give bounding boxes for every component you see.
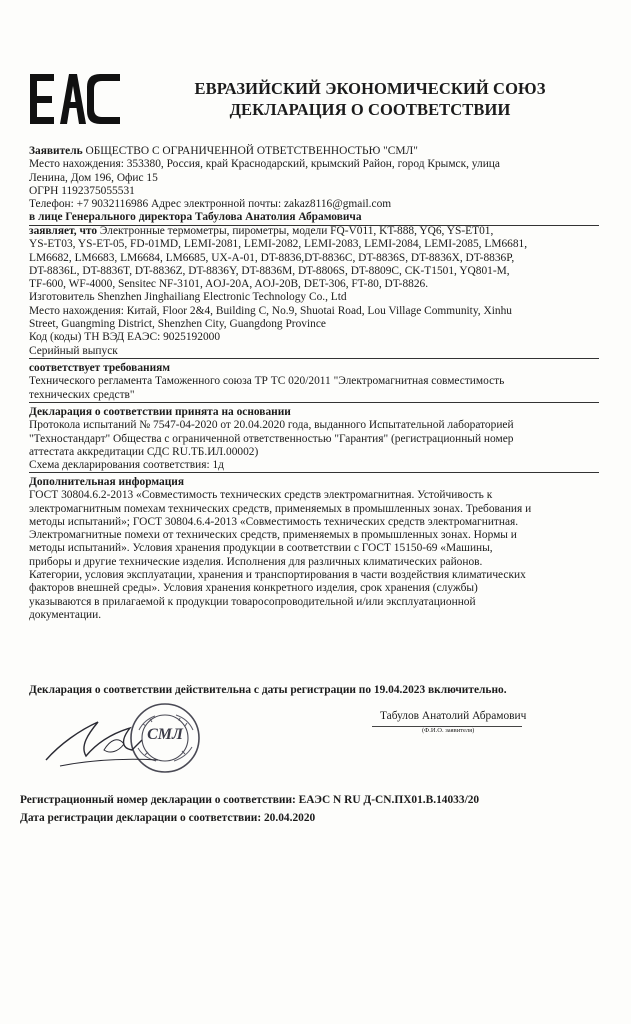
signature-stamp-area bbox=[40, 700, 255, 775]
additional-line-4: Электромагнитные помехи от технических средств, применяемых в промышленных зонах. Нормы и bbox=[29, 529, 517, 542]
signer-caption: (Ф.И.О. заявителя) bbox=[422, 727, 475, 734]
additional-line-8: факторов внешней среды». Условия хранения конкретного изделия, срок хранения (службы) bbox=[29, 582, 478, 595]
requirements-label: соответствует требованиям bbox=[29, 362, 171, 374]
document-header bbox=[160, 78, 580, 120]
requirements-section bbox=[29, 362, 599, 403]
additional-line-1: ГОСТ 30804.6.2-2013 «Совместимость технических средств электромагнитная. Устойчивость к bbox=[29, 489, 493, 502]
header-line-1: ЕВРАЗИЙСКИЙ ЭКОНОМИЧЕСКИЙ СОЮЗ bbox=[194, 79, 546, 98]
eac-logo bbox=[28, 70, 128, 133]
additional-line-6: приборы и другие технические изделия. Исполнения для различных климатических районов. bbox=[29, 555, 483, 568]
additional-line-2: электромагнитным помехам технических средств, применяемых в промышленных зонах. Требования и bbox=[29, 502, 532, 515]
declares-line-2: YS-ET03, YS-ET-05, FD-01MD, LEMI-2081, LEMI-2082, LEMI-2083, LEMI-2084, LEMI-2085, LM6681, bbox=[29, 238, 528, 251]
additional-line-5: методы испытаний». Условия хранения продукции в соответствии с ГОСТ 15150-69 «Машины, bbox=[29, 542, 493, 555]
applicant-director: в лице Генерального директора Табулова Анатолия Абрамовича bbox=[29, 211, 599, 225]
requirements-line-1: Технического регламента Таможенного союза ТР ТС 020/2011 "Электромагнитная совместимость bbox=[29, 375, 505, 388]
additional-info-section bbox=[29, 476, 599, 622]
declares-text-1: Электронные термометры, пирометры, модели FQ-V011, KT-888, YQ6, YS-ET01, bbox=[99, 225, 494, 237]
applicant-label: Заявитель bbox=[29, 145, 83, 157]
additional-line-9: указываются в прилагаемой к продукции товаросопроводительной и/или эксплуатационной bbox=[29, 595, 476, 608]
registration-number: Регистрационный номер декларации о соответствии: ЕАЭС N RU Д-CN.ПХ01.В.14033/20 bbox=[20, 794, 480, 806]
additional-info-label: Дополнительная информация bbox=[29, 476, 185, 488]
manufacturer: Изготовитель Shenzhen Jinghailiang Electronic Technology Co., Ltd bbox=[29, 291, 347, 304]
serial-production: Серийный выпуск bbox=[29, 345, 599, 359]
declares-line-5: TF-600, WF-4000, Sensitec NF-3101, AOJ-20A, AOJ-20B, DET-306, FT-80, DT-8826. bbox=[29, 278, 429, 291]
declares-line-4: DT-8836L, DT-8836T, DT-8836Z, DT-8836Y, DT-8836M, DT-8806S, DT-8809C, CK-T1501, YQ801-M, bbox=[29, 264, 510, 277]
basis-line-3: аттестата аккредитации СДС RU.ТБ.ИЛ.00002) bbox=[29, 445, 259, 458]
declares-section bbox=[29, 225, 599, 359]
stamp-text: СМЛ bbox=[147, 726, 183, 743]
header-line-2: ДЕКЛАРАЦИЯ О СООТВЕТСТВИИ bbox=[229, 100, 511, 119]
applicant-ogrn: ОГРН 1192375055531 bbox=[29, 184, 135, 197]
declaration-scheme: Схема декларирования соответствия: 1д bbox=[29, 459, 599, 473]
declares-line-3: LM6682, LM6683, LM6684, LM6685, UX-A-01, DT-8836,DT-8836C, DT-8836S, DT-8836X, DT-8836P, bbox=[29, 251, 515, 264]
signer-name: Табулов Анатолий Абрамович bbox=[380, 710, 527, 722]
validity-statement: Декларация о соответствии действительна с даты регистрации по 19.04.2023 включительно. bbox=[29, 684, 507, 696]
requirements-line-2: технических средств" bbox=[29, 389, 599, 403]
basis-line-2: "Техностандарт" Общества с ограниченной ответственностью "Гарантия" (регистрационный номер bbox=[29, 432, 514, 445]
basis-label: Декларация о соответствии принята на основании bbox=[29, 406, 291, 418]
additional-line-3: методы испытаний»; ГОСТ 30804.6.4-2013 «Совместимость технических средств электромагнитная. bbox=[29, 515, 519, 528]
declares-line-1 bbox=[29, 225, 599, 238]
applicant-address-2: Ленина, Дом 196, Офис 15 bbox=[29, 171, 158, 184]
manufacturer-address-2: Street, Guangming District, Shenzhen City, Guangdong Province bbox=[29, 318, 326, 331]
applicant-address-1: Место нахождения: 353380, Россия, край Краснодарский, крымский Район, город Крымск, улица bbox=[29, 158, 500, 171]
applicant-phone: Телефон: +7 9032116986 Адрес электронной почты: zakaz8116@gmail.com bbox=[29, 198, 392, 211]
basis-section bbox=[29, 406, 599, 473]
tnved-code: Код (коды) ТН ВЭД ЕАЭС: 9025192000 bbox=[29, 331, 221, 344]
registration-date: Дата регистрации декларации о соответствии: 20.04.2020 bbox=[20, 812, 316, 824]
applicant-name-line bbox=[29, 145, 599, 158]
basis-line-1: Протокола испытаний № 7547-04-2020 от 20.04.2020 года, выданного Испытательной лабораторией bbox=[29, 419, 514, 432]
declares-label: заявляет, что bbox=[29, 225, 98, 237]
applicant-section bbox=[29, 145, 599, 226]
additional-line-10: документации. bbox=[29, 608, 102, 621]
eac-logo-icon bbox=[28, 70, 128, 128]
additional-line-7: Категории, условия эксплуатации, хранения и транспортирования в части воздействия климатических bbox=[29, 569, 526, 582]
applicant-name: ОБЩЕСТВО С ОГРАНИЧЕННОЙ ОТВЕТСТВЕННОСТЬЮ "СМЛ" bbox=[85, 145, 418, 157]
manufacturer-address-1: Место нахождения: Китай, Floor 2&4, Building C, No.9, Shuotai Road, Lou Village Community, Xinhu bbox=[29, 304, 512, 317]
